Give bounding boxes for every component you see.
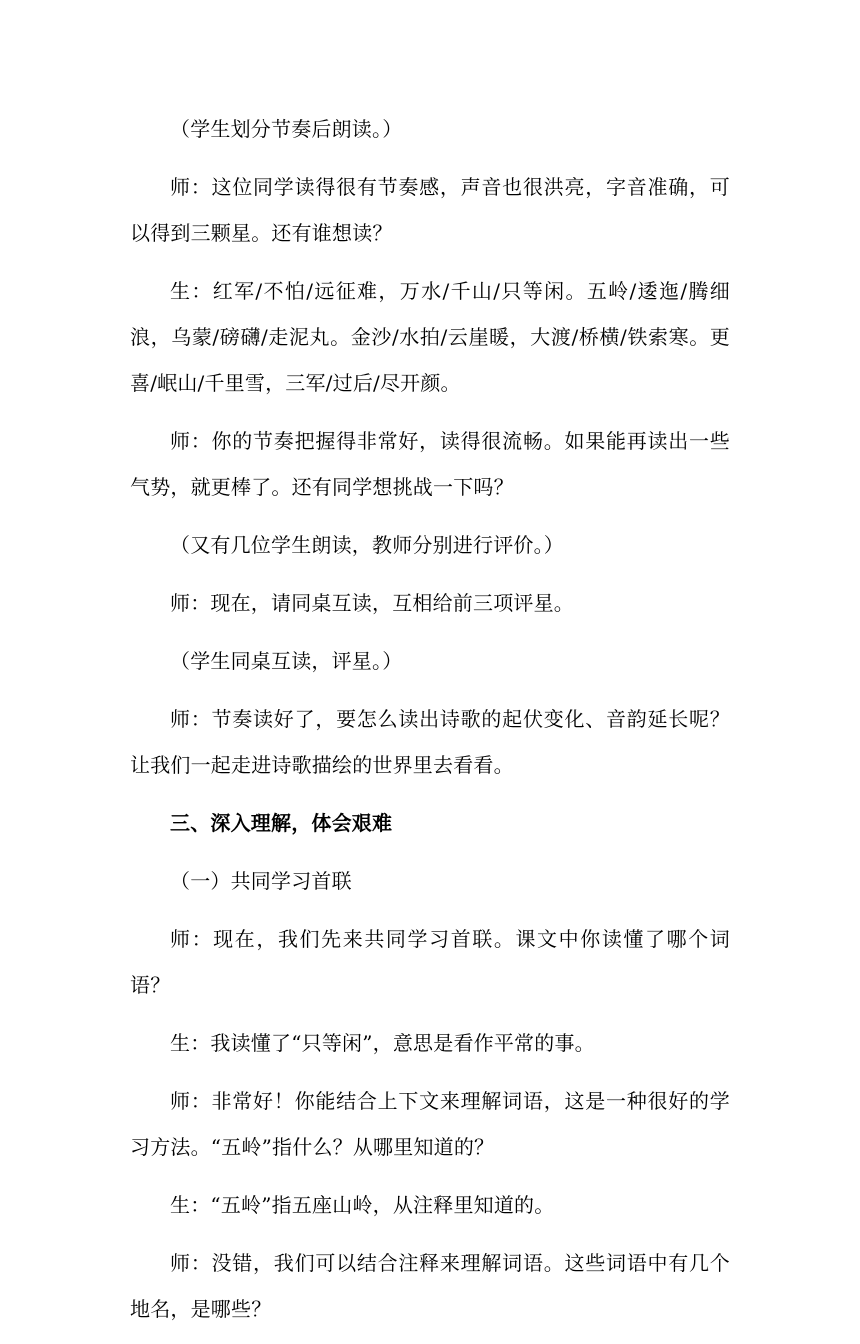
teacher-line: 师：没错，我们可以结合注释来理解词语。这些词语中有几个地名，是哪些？ [130,1251,730,1321]
subsection-heading: （一）共同学习首联 [170,869,352,893]
teacher-line: 师：这位同学读得很有节奏感，声音也很洪亮，字音准确，可以得到三颗星。还有谁想读？ [130,175,730,245]
teacher-line: 师：节奏读好了，要怎么读出诗歌的起伏变化、音韵延长呢？让我们一起走进诗歌描绘的世界里去看看。 [130,707,730,777]
teacher-line: 师：现在，请同桌互读，互相给前三项评星。 [170,591,574,615]
student-line: 生：我读懂了“只等闲”，意思是看作平常的事。 [170,1031,595,1055]
teacher-line: 师：非常好！你能结合上下文来理解词语，这是一种很好的学习方法。“五岭”指什么？从哪里知道的？ [130,1089,730,1159]
teacher-line: 师：你的节奏把握得非常好，读得很流畅。如果能再读出一些气势，就更棒了。还有同学想挑战一下吗？ [130,429,730,499]
stage-direction: （学生同桌互读，评星。） [170,649,403,673]
section-heading: 三、深入理解，体会艰难 [170,811,393,835]
stage-direction: （学生划分节奏后朗读。） [170,117,403,141]
student-line: 生：“五岭”指五座山岭，从注释里知道的。 [170,1193,555,1217]
document-body [130,106,730,1344]
teacher-line: 师：现在，我们先来共同学习首联。课文中你读懂了哪个词语？ [130,927,730,997]
student-line: 生：红军/不怕/远征难，万水/千山/只等闲。五岭/逶迤/腾细浪，乌蒙/磅礴/走泥丸。金沙/水拍/云崖暖，大渡/桥横/铁索寒。更喜/岷山/千里雪，三军/过后/尽开颜。 [130,279,730,395]
stage-direction: （又有几位学生朗读，教师分别进行评价。） [170,533,564,557]
